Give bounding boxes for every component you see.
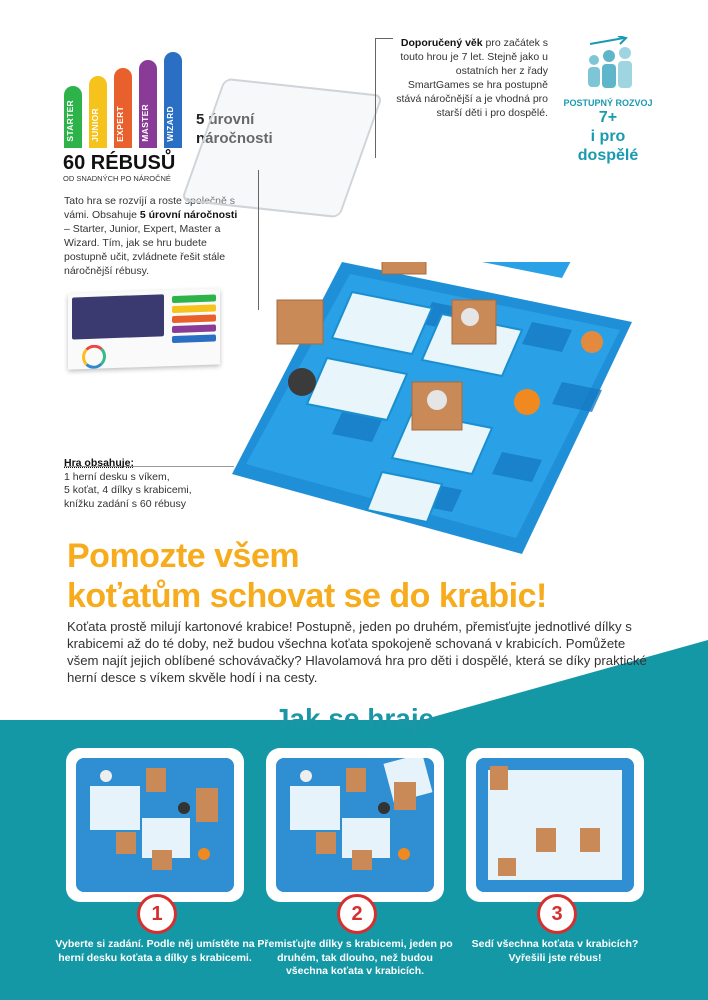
step-2-image (266, 748, 444, 902)
game-contents: Hra obsahuje: 1 herní desku s víkem, 5 koťat, 4 dílky s krabicemi, knížku zadání s 60 rébusy (64, 457, 264, 511)
level-bars (64, 52, 182, 148)
level-bar-expert: EXPERT (114, 68, 132, 148)
step-3-caption: Sedí všechna koťata v krabicích? Vyřešili jste rébus! (471, 938, 639, 964)
age-callout-line (375, 38, 376, 158)
step-2-badge: 2 (337, 894, 377, 934)
recommended-age-text: Doporučený věk pro začátek s touto hrou je 7 let. Stejně jako u ostatních her z řady SmartGames se hra postupně stává náročnější a je vhodná pro starší děti i pro dospělé. (396, 37, 548, 119)
puzzle-booklet-image (68, 288, 220, 369)
growth-people-icon (584, 36, 634, 90)
smartgames-logo-icon (82, 344, 106, 369)
puzzles-subtitle: OD SNADNÝCH PO NÁROČNÉ (63, 174, 171, 183)
development-age: 7+ i pro dospělé (577, 109, 639, 164)
step-3-image (466, 748, 644, 902)
step-2-caption: Přemisťujte dílky s krabicemi, jeden po druhém, tak dlouho, než budou všechna koťata v krabicích. (257, 938, 453, 977)
intro-text: Tato hra se rozvíjí a roste společně s vámi. Obsahuje 5 úrovní náročnosti – Starter, Junior, Expert, Master a Wizard. Tím, jak se hru budete postupně učit, zvládnete řešit stále náročnější rébusy. (64, 195, 238, 277)
description-text: Koťata prostě milují kartonové krabice! Postupně, jeden po druhém, přemisťujte jednotlivé dílky s krabicemi až do té doby, než budou všechna koťata spokojeně schovaná v krabicích. Pomůžete všem najít jejich oblíbené schovávačky? Hlavolamová hra pro děti i dospělé, která se díky praktické herní desce s víkem skvěle hodí i na cesty. (67, 619, 647, 685)
step-3-badge: 3 (537, 894, 577, 934)
game-board-image (232, 262, 640, 554)
step-1-caption: Vyberte si zadání. Podle něj umístěte na herní desku koťata a dílky s krabicemi. (55, 938, 255, 964)
level-bar-junior: JUNIOR (89, 76, 107, 148)
headline: Pomozte všem koťatům schovat se do krabic! (67, 537, 547, 615)
contents-heading: Hra obsahuje: (64, 457, 135, 469)
step-1-image (66, 748, 244, 902)
puzzles-count: 60 RÉBUSŮ (63, 152, 176, 174)
step-1-badge: 1 (137, 894, 177, 934)
levels-title: 5 úrovní náročnosti (196, 111, 273, 147)
level-bar-master: MASTER (139, 60, 157, 148)
how-to-play-title: Jak se hraje (273, 703, 435, 734)
level-bar-wizard: WIZARD (164, 52, 182, 148)
development-label: POSTUPNÝ ROZVOJ (563, 98, 653, 108)
level-bar-starter: STARTER (64, 86, 82, 148)
